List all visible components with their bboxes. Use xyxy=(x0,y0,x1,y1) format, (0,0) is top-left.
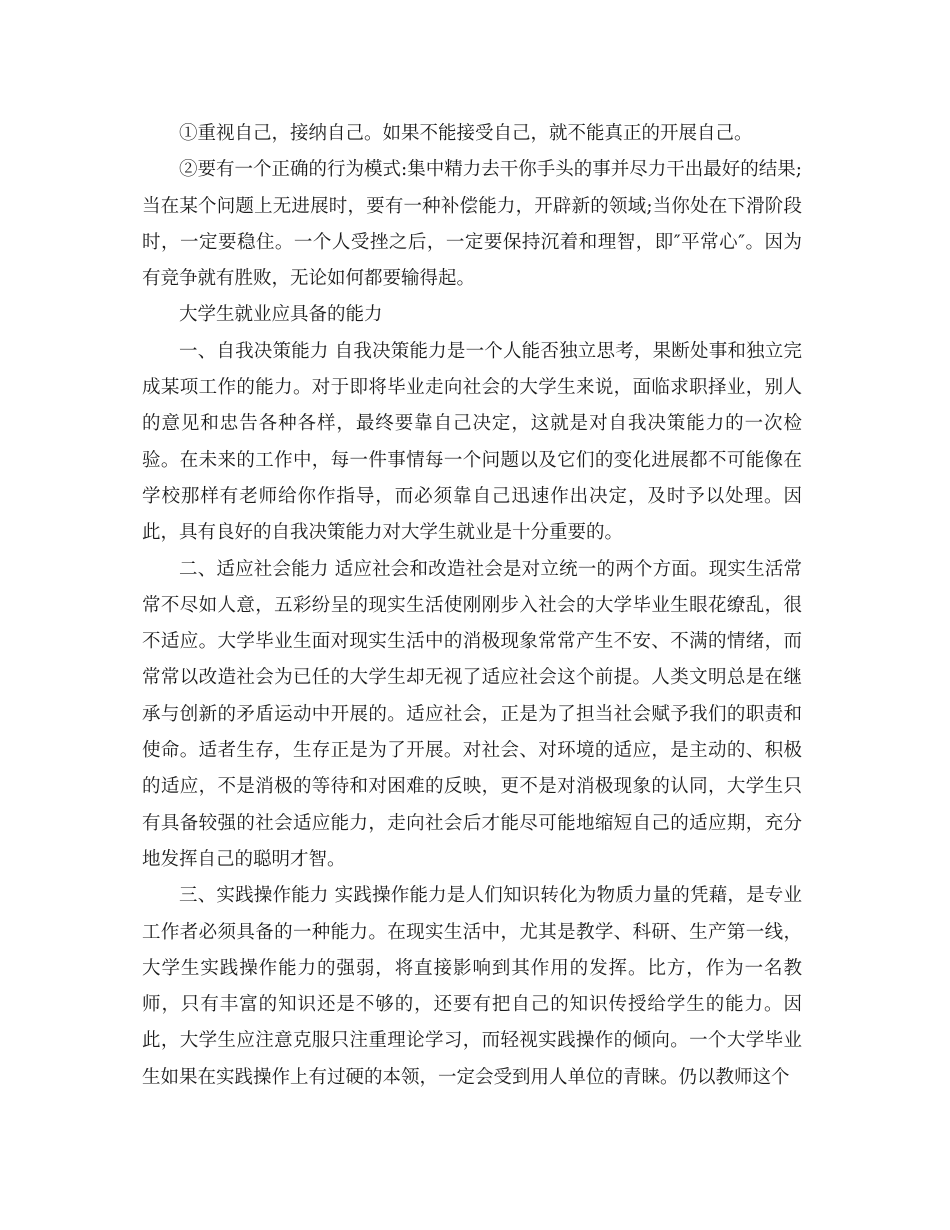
paragraph-behavior-pattern: ②要有一个正确的行为模式:集中精力去干你手头的事并尽力干出最好的结果;当在某个问题上无进展时，要有一种补偿能力，开辟新的领域;当你处在下滑阶段时，一定要稳住。一个人受挫之后，一定要保持沉着和理智，即″平常心″。因为有竞争就有胜败，无论如何都要输得起。 xyxy=(142,159,802,290)
document-body xyxy=(142,116,802,1096)
paragraph-self-acceptance: ①重视自己，接纳自己。如果不能接受自己，就不能真正的开展自己。 xyxy=(179,123,753,144)
paragraph-decision-ability: 一、自我决策能力 自我决策能力是一个人能否独立思考，果断处事和独立完成某项工作的能力。对于即将毕业走向社会的大学生来说，面临求职择业，别人的意见和忠告各种各样，最终要靠自己决定，这就是对自我决策能力的一次检验。在未来的工作中，每一件事情每一个问题以及它们的变化进展都不可能像在学校那样有老师给你作指导，而必须靠自己迅速作出决定，及时予以处理。因此，具有良好的自我决策能力对大学生就业是十分重要的。 xyxy=(142,340,802,544)
paragraph-practical-ability: 三、实践操作能力 实践操作能力是人们知识转化为物质力量的凭藉，是专业工作者必须具备的一种能力。在现实生活中，尤其是教学、科研、生产第一线，大学生实践操作能力的强弱，将直接影响到其作用的发挥。比方，作为一名教师，只有丰富的知识还是不够的，还要有把自己的知识传授给学生的能力。因此，大学生应注意克服只注重理论学习，而轻视实践操作的倾向。一个大学毕业生如果在实践操作上有过硬的本领，一定会受到用人单位的青睐。仍以教师这个 xyxy=(142,885,802,1088)
section-heading: 大学生就业应具备的能力 xyxy=(179,304,383,326)
paragraph-social-adaptation: 二、适应社会能力 适应社会和改造社会是对立统一的两个方面。现实生活常常不尽如人意，五彩纷呈的现实生活使刚刚步入社会的大学毕业生眼花缭乱，很不适应。大学毕业生面对现实生活中的消极现象常常产生不安、不满的情绪，而常常以改造社会为已任的大学生却无视了适应社会这个前提。人类文明总是在继承与创新的矛盾运动中开展的。适应社会，正是为了担当社会赋予我们的职责和使命。适者生存，生存正是为了开展。对社会、对环境的适应，是主动的、积极的适应，不是消极的等待和对困难的反映，更不是对消极现象的认同，大学生只有具备较强的社会适应能力，走向社会后才能尽可能地缩短自己的适应期，充分地发挥自己的聪明才智。 xyxy=(142,558,802,870)
